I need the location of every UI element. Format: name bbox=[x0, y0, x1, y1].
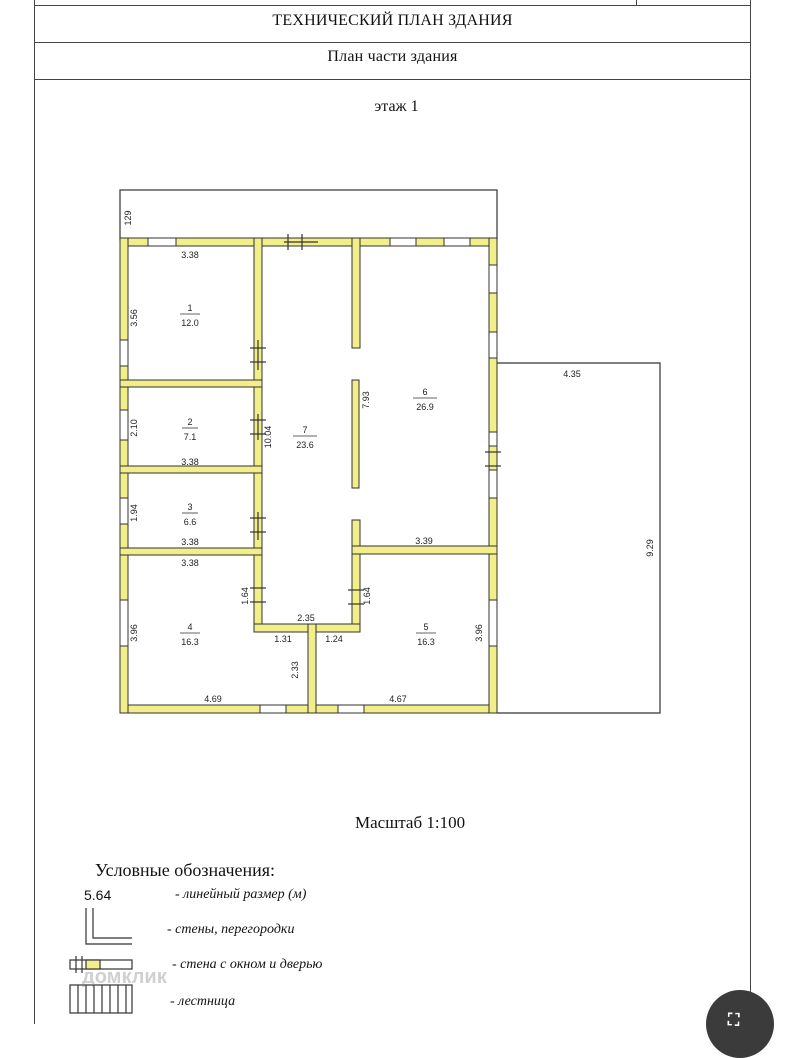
dim-339: 3.39 bbox=[415, 536, 433, 546]
dim-396-b: 3.96 bbox=[474, 624, 484, 642]
page-subtitle: План части здания bbox=[327, 48, 458, 65]
dim-338-a: 3.38 bbox=[181, 250, 199, 260]
dim-793: 7.93 bbox=[361, 391, 371, 409]
dim-338-c: 3.38 bbox=[181, 537, 199, 547]
dim-210: 2.10 bbox=[129, 419, 139, 437]
legend-sample-value: 5.64 bbox=[84, 887, 112, 903]
dim-469: 4.69 bbox=[204, 694, 222, 704]
room-2-number: 2 bbox=[187, 417, 193, 427]
room-3-area: 6.6 bbox=[183, 517, 197, 527]
room-1-area: 12.0 bbox=[181, 318, 199, 328]
dim-338-b: 3.38 bbox=[181, 457, 199, 467]
room-6-area: 26.9 bbox=[416, 402, 434, 412]
floor-label: этаж 1 bbox=[374, 98, 419, 115]
dim-194: 1.94 bbox=[129, 504, 139, 522]
dim-129: 129 bbox=[123, 210, 133, 226]
room-5-area: 16.3 bbox=[417, 637, 435, 647]
dimension-labels bbox=[123, 210, 655, 704]
dim-164-b: 1.64 bbox=[362, 587, 372, 605]
dim-338-d: 3.38 bbox=[181, 558, 199, 568]
dim-233: 2.33 bbox=[290, 661, 300, 679]
top-strip bbox=[120, 190, 497, 240]
legend-item-dimension: - линейный размер (м) bbox=[175, 887, 307, 902]
legend-item-window-door: - стена с окном и дверью bbox=[172, 957, 323, 972]
annex-outline bbox=[497, 363, 660, 713]
watermark: домклик bbox=[82, 966, 167, 988]
dim-929: 9.29 bbox=[645, 539, 655, 557]
room-5-number: 5 bbox=[423, 622, 429, 632]
room-4-number: 4 bbox=[187, 622, 193, 632]
legend-item-walls: - стены, перегородки bbox=[167, 922, 295, 937]
scale-label: Масштаб 1:100 bbox=[355, 813, 466, 832]
room-1-number: 1 bbox=[187, 303, 193, 313]
room-2-area: 7.1 bbox=[183, 432, 197, 442]
room-4-area: 16.3 bbox=[181, 637, 199, 647]
dim-235: 2.35 bbox=[297, 613, 315, 623]
room-labels bbox=[180, 303, 437, 647]
dim-467: 4.67 bbox=[389, 694, 407, 704]
page-title: ТЕХНИЧЕСКИЙ ПЛАН ЗДАНИЯ bbox=[272, 12, 513, 29]
legend-symbols bbox=[70, 908, 132, 1013]
dim-124: 1.24 bbox=[325, 634, 343, 644]
dim-131: 1.31 bbox=[274, 634, 292, 644]
room-3-number: 3 bbox=[187, 502, 193, 512]
expand-button[interactable] bbox=[706, 990, 774, 1058]
walls bbox=[120, 238, 497, 713]
room-7-area: 23.6 bbox=[296, 440, 314, 450]
dim-1004: 10.04 bbox=[263, 425, 273, 449]
dim-356: 3.56 bbox=[129, 309, 139, 327]
expand-icon: ⛶ bbox=[728, 1010, 740, 1029]
legend-item-stairs: - лестница bbox=[170, 994, 236, 1009]
legend-title: Условные обозначения: bbox=[95, 860, 276, 880]
room-6-number: 6 bbox=[422, 387, 428, 397]
room-7-number: 7 bbox=[302, 425, 308, 435]
dim-396-a: 3.96 bbox=[129, 624, 139, 642]
dim-164-a: 1.64 bbox=[240, 587, 250, 605]
dim-435: 4.35 bbox=[563, 369, 581, 379]
